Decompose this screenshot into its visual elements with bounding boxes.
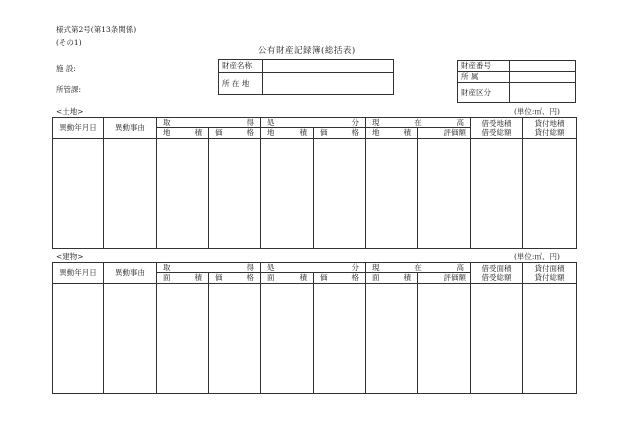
land-table — [52, 117, 577, 249]
building-date-header: 異動年月日 — [53, 263, 104, 284]
building-lend-area-label: 貸付面積 — [534, 263, 565, 273]
building-cell[interactable] — [104, 284, 157, 394]
land-current-header: 現 在 高 — [366, 118, 471, 128]
building-current-header: 現 在 高 — [366, 263, 471, 273]
property-name-field[interactable] — [263, 60, 394, 73]
land-data-row — [53, 139, 577, 249]
building-acquire-price-header: 価 格 — [209, 273, 261, 284]
building-borrow-total-label: 借受総額 — [481, 273, 512, 282]
land-dispose-price-header: 価 格 — [314, 128, 366, 139]
building-dispose-price-header: 価 格 — [314, 273, 366, 284]
building-cell[interactable] — [53, 284, 104, 394]
land-cell[interactable] — [418, 139, 471, 249]
land-dispose-area-header: 地 積 — [261, 128, 314, 139]
land-cell[interactable] — [53, 139, 104, 249]
land-acquire-header: 取 得 — [157, 118, 261, 128]
building-valuation-header: 評価額 — [418, 273, 471, 284]
land-acquire-price-header: 価 格 — [209, 128, 261, 139]
building-cell[interactable] — [261, 284, 314, 394]
land-cell[interactable] — [209, 139, 261, 249]
property-id-box — [457, 60, 576, 103]
building-lend-total-label: 貸付総額 — [534, 273, 565, 282]
building-cell[interactable] — [314, 284, 366, 394]
land-current-area-header: 地 積 — [366, 128, 418, 139]
building-lend-header — [523, 263, 577, 284]
property-info-box — [218, 59, 394, 95]
building-current-area-header: 面 積 — [366, 273, 418, 284]
land-cell[interactable] — [366, 139, 418, 249]
land-cell[interactable] — [157, 139, 209, 249]
property-name-label: 財産名称 — [219, 60, 263, 73]
land-section-label: <土地> — [56, 107, 84, 116]
land-valuation-header: 評価額 — [418, 128, 471, 139]
location-label: 所 在 地 — [219, 73, 263, 95]
land-borrow-header — [471, 118, 523, 139]
land-cell[interactable] — [523, 139, 577, 249]
department-label: 所管課: — [56, 85, 82, 94]
building-cell[interactable] — [523, 284, 577, 394]
facility-label: 施 設: — [56, 64, 76, 73]
form-number: 様式第2号(第13条関係) — [56, 25, 137, 34]
building-section-label: <建物> — [56, 252, 84, 261]
building-dispose-header: 処 分 — [261, 263, 366, 273]
building-table — [52, 262, 577, 394]
building-dispose-area-header: 面 積 — [261, 273, 314, 284]
building-cell[interactable] — [157, 284, 209, 394]
belong-field[interactable] — [510, 72, 576, 83]
land-cell[interactable] — [261, 139, 314, 249]
category-label: 財産区分 — [458, 83, 510, 103]
building-cell[interactable] — [471, 284, 523, 394]
building-borrow-header — [471, 263, 523, 284]
land-cell[interactable] — [104, 139, 157, 249]
location-field[interactable] — [263, 73, 394, 95]
property-number-label: 財産番号 — [458, 61, 510, 72]
building-cell[interactable] — [418, 284, 471, 394]
building-data-row — [53, 284, 577, 394]
land-borrow-total-label: 借受総額 — [481, 128, 512, 137]
building-borrow-area-label: 借受面積 — [481, 263, 512, 273]
land-cell[interactable] — [314, 139, 366, 249]
belong-label: 所 属 — [458, 72, 510, 83]
land-dispose-header: 処 分 — [261, 118, 366, 128]
building-unit-label: (単位:㎡、円) — [514, 252, 560, 261]
category-field[interactable] — [510, 83, 576, 103]
building-cell[interactable] — [366, 284, 418, 394]
property-number-field[interactable] — [510, 61, 576, 72]
land-lend-header — [523, 118, 577, 139]
page-title: 公有財産記録簿(総括表) — [258, 46, 356, 56]
building-cell[interactable] — [209, 284, 261, 394]
land-acquire-area-header: 地 積 — [157, 128, 209, 139]
land-lend-total-label: 貸付総額 — [534, 128, 565, 137]
land-lend-area-label: 貸付地積 — [534, 118, 565, 128]
building-acquire-header: 取 得 — [157, 263, 261, 273]
land-reason-header: 異動事由 — [104, 118, 157, 139]
land-borrow-area-label: 借受地積 — [481, 118, 512, 128]
building-reason-header: 異動事由 — [104, 263, 157, 284]
land-cell[interactable] — [471, 139, 523, 249]
land-date-header: 異動年月日 — [53, 118, 104, 139]
building-acquire-area-header: 面 積 — [157, 273, 209, 284]
form-sub-number: (その1) — [56, 38, 82, 47]
land-unit-label: (単位:㎡、円) — [514, 107, 560, 116]
